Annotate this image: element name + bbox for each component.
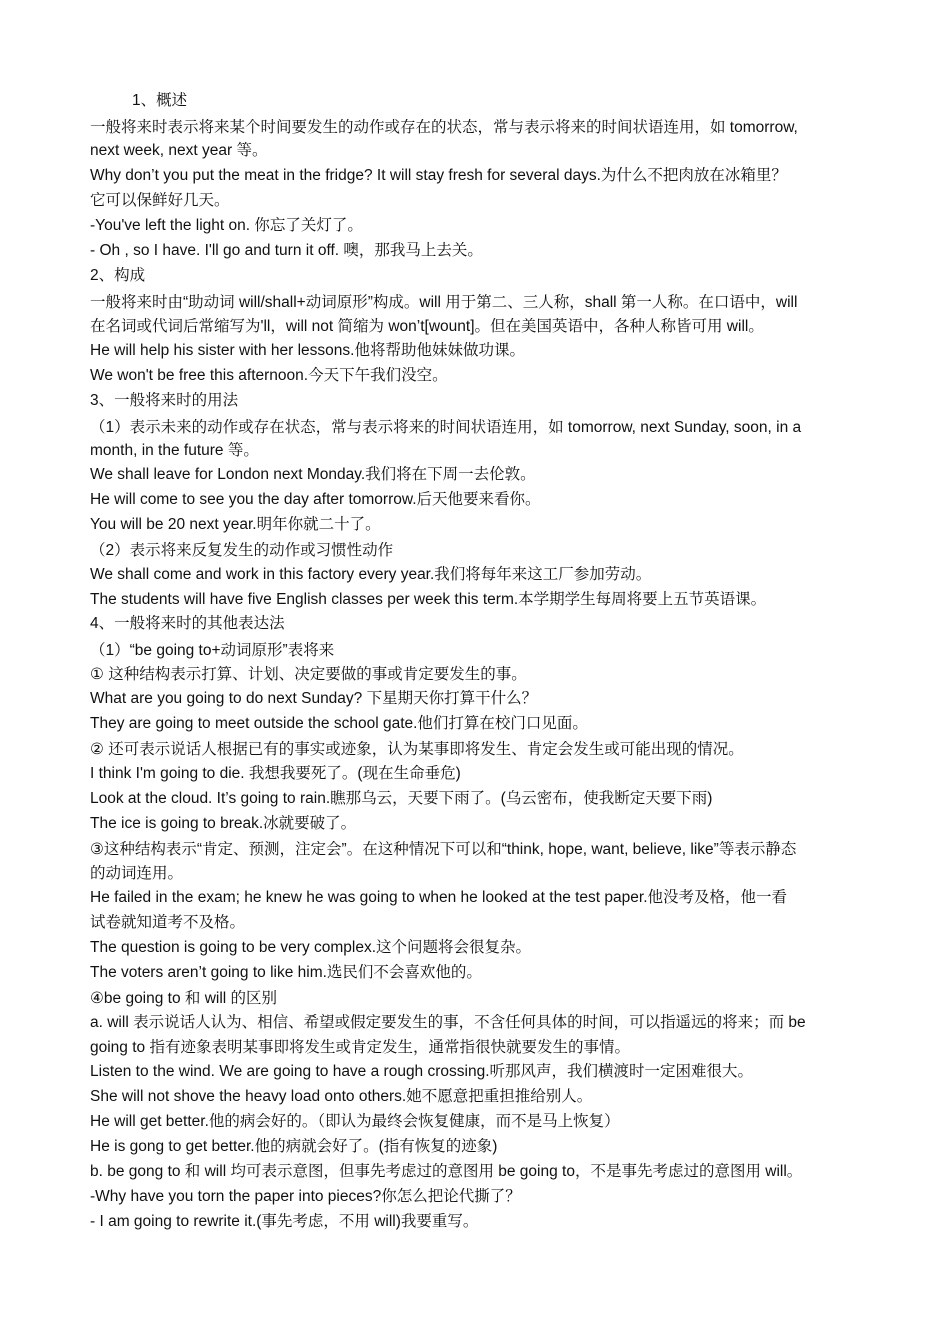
paragraph-line: （1）表示未来的动作或存在状态，常与表示将来的时间状语连用，如 tomorrow, next Sunday, soon, in a	[90, 419, 802, 436]
example-line: He will get better.他的病会好的。（即认为最终会恢复健康，而不是马上恢复）	[90, 1113, 620, 1130]
example-line: You will be 20 next year.明年你就二十了。	[90, 516, 381, 533]
example-line: We shall leave for London next Monday.我们将在下周一去伦敦。	[90, 466, 536, 483]
example-line: The ice is going to break.冰就要破了。	[90, 815, 357, 832]
heading-other-forms: 4、一般将来时的其他表达法	[90, 615, 285, 632]
example-line: - I am going to rewrite it.(事先考虑，不用 will)我要重写。	[90, 1213, 479, 1230]
example-line: The question is going to be very complex.这个问题将会很复杂。	[90, 939, 532, 956]
example-line: The voters aren’t going to like him.选民们不会喜欢他的。	[90, 964, 482, 981]
paragraph-line: 在名词或代词后常缩写为'll，will not 简缩为 won’t[wount]。但在美国英语中，各种人称皆可用 will。	[90, 318, 764, 335]
example-line: -You've left the light on. 你忘了关灯了。	[90, 217, 363, 234]
paragraph-line: ① 这种结构表示打算、计划、决定要做的事或肯定要发生的事。	[90, 666, 527, 683]
example-line: They are going to meet outside the school gate.他们打算在校门口见面。	[90, 715, 588, 732]
example-line: -Why have you torn the paper into pieces?你怎么把论代撕了？	[90, 1188, 521, 1205]
paragraph-line: （2）表示将来反复发生的动作或习惯性动作	[90, 542, 394, 559]
paragraph-line: ② 还可表示说话人根据已有的事实或迹象，认为某事即将发生、肯定会发生或可能出现的情况。	[90, 741, 744, 758]
example-line: He is gong to get better.他的病就会好了。(指有恢复的迹象)	[90, 1138, 498, 1155]
paragraph-line: a. will 表示说话人认为、相信、希望或假定要发生的事，不含任何具体的时间，可以指遥远的将来；而 be	[90, 1014, 806, 1031]
example-line: We shall come and work in this factory every year.我们将每年来这工厂参加劳动。	[90, 566, 652, 583]
paragraph-line: 一般将来时由“助动词 will/shall+动词原形”构成。will 用于第二、三人称，shall 第一人称。在口语中，will	[90, 294, 798, 311]
example-line: - Oh , so I have. I'll go and turn it off. 噢，那我马上去关。	[90, 242, 483, 259]
heading-overview: 1、概述	[132, 92, 188, 109]
example-line: 试卷就知道考不及格。	[90, 914, 246, 931]
example-line: Look at the cloud. It’s going to rain.瞧那乌云，天要下雨了。(乌云密布，使我断定天要下雨)	[90, 790, 713, 807]
paragraph-line: going to 指有迹象表明某事即将发生或肯定发生，通常指很快就要发生的事情。	[90, 1039, 630, 1056]
example-line: He will help his sister with her lessons.他将帮助他妹妹做功课。	[90, 342, 525, 359]
example-line: I think I'm going to die. 我想我要死了。(现在生命垂危)	[90, 765, 461, 782]
example-line: He will come to see you the day after tomorrow.后天他要来看你。	[90, 491, 541, 508]
example-line: The students will have five English classes per week this term.本学期学生每周将要上五节英语课。	[90, 591, 767, 608]
example-line: She will not shove the heavy load onto others.她不愿意把重担推给别人。	[90, 1088, 593, 1105]
example-line: 它可以保鲜好几天。	[90, 192, 230, 209]
example-line: What are you going to do next Sunday? 下星期天你打算干什么？	[90, 690, 538, 707]
example-line: Why don’t you put the meat in the fridge? It will stay fresh for several days.为什么不把肉放在冰箱里？	[90, 167, 787, 184]
paragraph-line: next week, next year 等。	[90, 142, 268, 159]
heading-structure: 2、构成	[90, 267, 146, 284]
paragraph-line: ④be going to 和 will 的区别	[90, 990, 278, 1007]
paragraph-line: month, in the future 等。	[90, 442, 259, 459]
paragraph-line: b. be gong to 和 will 均可表示意图，但事先考虑过的意图用 be going to，不是事先考虑过的意图用 will。	[90, 1163, 803, 1180]
example-line: He failed in the exam; he knew he was going to when he looked at the test paper.他没考及格，他一看	[90, 889, 788, 906]
example-line: Listen to the wind. We are going to have a rough crossing.听那风声，我们横渡时一定困难很大。	[90, 1063, 754, 1080]
heading-usage: 3、一般将来时的用法	[90, 392, 239, 409]
example-line: We won't be free this afternoon.今天下午我们没空。	[90, 367, 448, 384]
paragraph-line: ③这种结构表示“肯定、预测，注定会”。在这种情况下可以和“think, hope, want, believe, like”等表示静态	[90, 841, 797, 858]
paragraph-line: 一般将来时表示将来某个时间要发生的动作或存在的状态，常与表示将来的时间状语连用，如 tomorrow,	[90, 119, 798, 136]
paragraph-line: 的动词连用。	[90, 865, 184, 882]
paragraph-line: （1）“be going to+动词原形”表将来	[90, 642, 335, 659]
